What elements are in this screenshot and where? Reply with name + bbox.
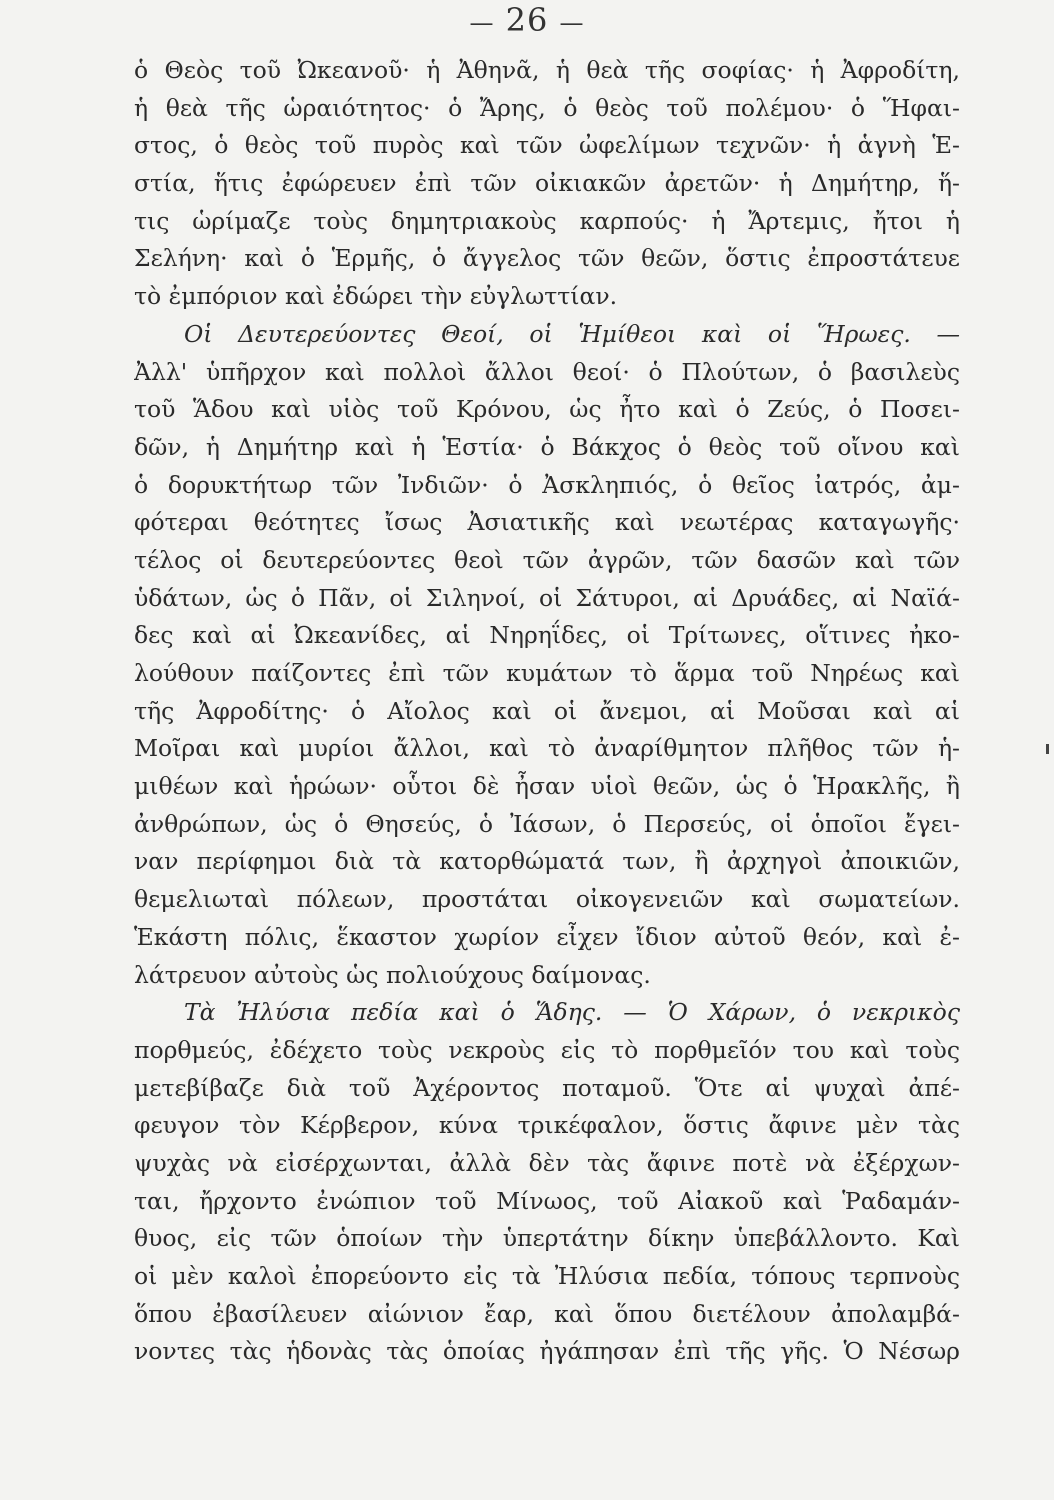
header-dash-right: — xyxy=(559,8,585,37)
text-line: Ἑκάστη πόλις, ἕκαστον χωρίον εἶχεν ἴδιον αὐτοῦ θεόν, καὶ ἐ- xyxy=(134,922,960,951)
text-line: λούθουν παίζοντες ἐπὶ τῶν κυμάτων τὸ ἅρμα τοῦ Νηρέως καὶ xyxy=(134,659,960,687)
text-line: τὸ ἐμπόριον καὶ ἐδώρει τὴν εὐγλωττίαν. xyxy=(134,282,618,311)
text-line: δες καὶ αἱ Ὠκεανίδες, αἱ Νηρηΐδες, οἱ Τρίτωνες, οἵτινες ἠκο- xyxy=(134,621,960,650)
text-line: στία, ἥτις ἐφώρευεν ἐπὶ τῶν οἰκιακῶν ἀρετῶν· ἡ Δημήτηρ, ἥ- xyxy=(134,169,960,198)
text-line: μιθέων καὶ ἡρώων· οὗτοι δὲ ἦσαν υἱοὶ θεῶν, ὡς ὁ Ἡρακλῆς, ἢ xyxy=(134,772,960,801)
section-heading: Οἱ Δευτερεύοντες Θεοί, οἱ Ἡμίθεοι καὶ οἱ Ἥρωες. — xyxy=(184,319,960,348)
text-line: ἀνθρώπων, ὡς ὁ Θησεύς, ὁ Ἰάσων, ὁ Περσεύς, οἱ ὁποῖοι ἔγει- xyxy=(134,809,960,838)
text-line: ἡ θεὰ τῆς ὡραιότητος· ὁ Ἄρης, ὁ θεὸς τοῦ πολέμου· ὁ Ἥφαι- xyxy=(134,93,960,122)
text-line: φότεραι θεότητες ἴσως Ἀσιατικῆς καὶ νεωτέρας καταγωγῆς· xyxy=(134,508,960,537)
page-number: 26 xyxy=(505,1,549,39)
text-line: ὑδάτων, ὡς ὁ Πᾶν, οἱ Σιληνοί, οἱ Σάτυροι, αἱ Δρυάδες, αἱ Ναϊά- xyxy=(134,583,960,612)
text-line: στος, ὁ θεὸς τοῦ πυρὸς καὶ τῶν ὠφελίμων τεχνῶν· ἡ ἁγνὴ Ἑ- xyxy=(134,131,960,160)
text-line: ὅπου ἐβασίλευεν αἰώνιον ἔαρ, καὶ ὅπου διετέλουν ἀπολαμβά- xyxy=(134,1299,960,1328)
section-heading: Τὰ Ἠλύσια πεδία καὶ ὁ Ἅδης. — Ὁ Χάρων, ὁ νεκρικὸς xyxy=(184,998,960,1027)
text-line: ὁ Θεὸς τοῦ Ὠκεανοῦ· ἡ Ἀθηνᾶ, ἡ θεὰ τῆς σοφίας· ἡ Ἀφροδίτη, xyxy=(134,56,960,84)
text-line: Σελήνη· καὶ ὁ Ἑρμῆς, ὁ ἄγγελος τῶν θεῶν, ὅστις ἐπροστάτευε xyxy=(134,244,960,273)
text-line: δῶν, ἡ Δημήτηρ καὶ ἡ Ἑστία· ὁ Βάκχος ὁ θεὸς τοῦ οἴνου καὶ xyxy=(134,432,960,461)
text-line: ται, ἤρχοντο ἐνώπιον τοῦ Μίνωος, τοῦ Αἰακοῦ καὶ Ῥαδαμάν- xyxy=(134,1186,960,1215)
text-line: θεμελιωταὶ πόλεων, προστάται οἰκογενειῶν καὶ σωματείων. xyxy=(134,885,960,914)
text-line: θυος, εἰς τῶν ὁποίων τὴν ὑπερτάτην δίκην ὑπεβάλλοντο. Καὶ xyxy=(134,1224,960,1253)
text-line: Ἀλλ' ὑπῆρχον καὶ πολλοὶ ἄλλοι θεοί· ὁ Πλούτων, ὁ βασιλεὺς xyxy=(134,357,960,386)
header-dash-left: — xyxy=(469,8,495,37)
body-text xyxy=(134,52,960,1371)
text-line: λάτρευον αὐτοὺς ὡς πολιούχους δαίμονας. xyxy=(134,960,651,989)
text-line: τέλος οἱ δευτερεύοντες θεοὶ τῶν ἀγρῶν, τῶν δασῶν καὶ τῶν xyxy=(134,545,960,574)
text-line: ψυχὰς νὰ εἰσέρχωνται, ἀλλὰ δὲν τὰς ἄφινε ποτὲ νὰ ἐξέρχων- xyxy=(134,1148,960,1177)
text-line: ὁ δορυκτήτωρ τῶν Ἰνδιῶν· ὁ Ἀσκληπιός, ὁ θεῖος ἰατρός, ἀμ- xyxy=(134,470,960,499)
text-line: οἱ μὲν καλοὶ ἐπορεύοντο εἰς τὰ Ἠλύσια πεδία, τόπους τερπνοὺς xyxy=(134,1262,960,1290)
text-line: Μοῖραι καὶ μυρίοι ἄλλοι, καὶ τὸ ἀναρίθμητον πλῆθος τῶν ἡ- xyxy=(134,734,960,763)
text-line: τις ὡρίμαζε τοὺς δημητριακοὺς καρπούς· ἡ Ἄρτεμις, ἤτοι ἡ xyxy=(134,206,960,235)
text-line: μετεβίβαζε διὰ τοῦ Ἀχέροντος ποταμοῦ. Ὅτε αἱ ψυχαὶ ἀπέ- xyxy=(134,1073,960,1102)
text-line: πορθμεύς, ἐδέχετο τοὺς νεκροὺς εἰς τὸ πορθμεῖόν του καὶ τοὺς xyxy=(134,1035,960,1064)
text-line: ναν περίφημοι διὰ τὰ κατορθώματά των, ἢ ἀρχηγοὶ ἀποικιῶν, xyxy=(134,847,960,876)
text-line: τῆς Ἀφροδίτης· ὁ Αἴολος καὶ οἱ ἄνεμοι, αἱ Μοῦσαι καὶ αἱ xyxy=(134,696,960,725)
text-line: τοῦ Ἅδου καὶ υἱὸς τοῦ Κρόνου, ὡς ἦτο καὶ ὁ Ζεύς, ὁ Ποσει- xyxy=(134,395,960,424)
text-line: φευγον τὸν Κέρβερον, κύνα τρικέφαλον, ὅστις ἄφινε μὲν τὰς xyxy=(134,1111,960,1140)
page-header xyxy=(0,2,1054,41)
text-line: νοντες τὰς ἡδονὰς τὰς ὁποίας ἠγάπησαν ἐπὶ τῆς γῆς. Ὁ Νέσωρ xyxy=(134,1337,960,1366)
margin-mark xyxy=(1046,744,1049,754)
